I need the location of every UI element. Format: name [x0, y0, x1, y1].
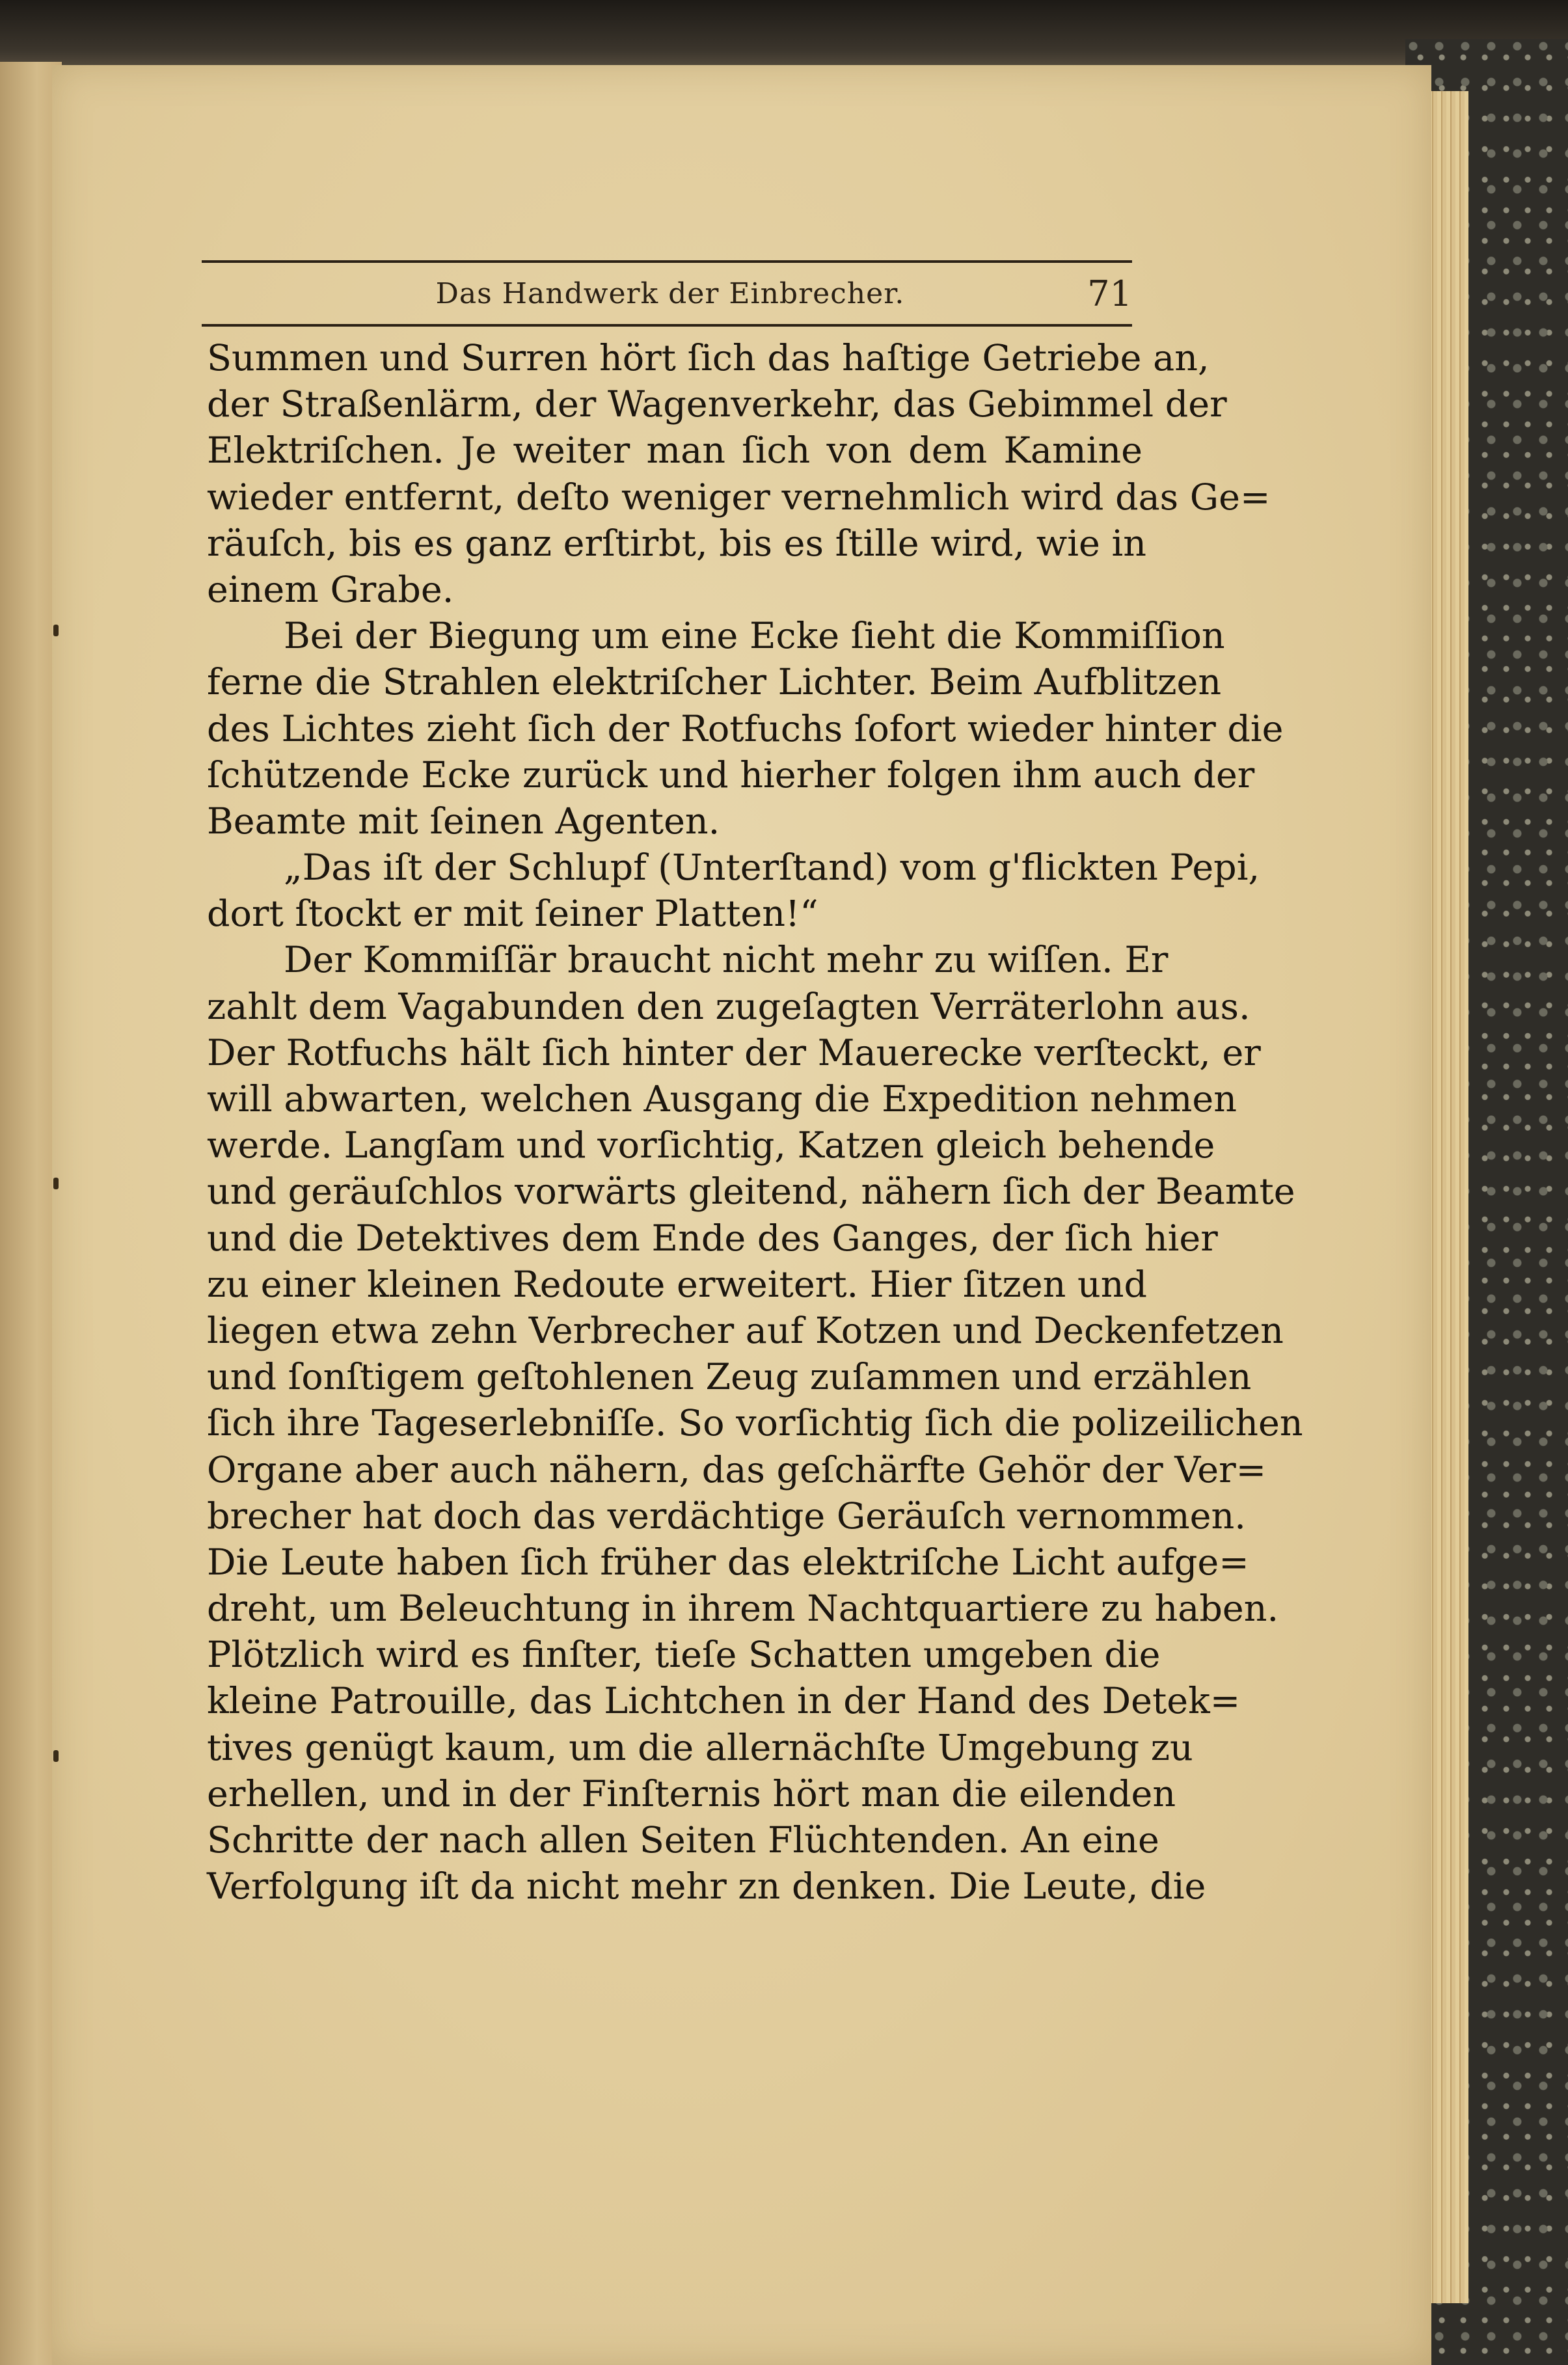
text-line: brecher hat doch das verdächtige Geräuſch vernommen.: [207, 1494, 1246, 1537]
cover-top-edge: [0, 0, 1568, 72]
running-title: Das Handwerk der Einbrecher.: [435, 277, 905, 310]
text-line: Summen und Surren hört ſich das haſtige Getriebe an,: [207, 337, 1210, 379]
text-line: Organe aber auch nähern, das geſchärfte Gehör der Ver=: [207, 1448, 1267, 1491]
text-line: und geräuſchlos vorwärts gleitend, nähern ſich der Beamte: [207, 1170, 1295, 1213]
text-line: Plötzlich wird es finſter, tieſe Schatten umgeben die: [207, 1634, 1161, 1677]
text-line: Elektriſchen. Je weiter man ſich von dem Kamine: [207, 429, 1142, 472]
text-line: will abwarten, welchen Ausgang die Expedition nehmen: [207, 1078, 1237, 1120]
running-header: [202, 260, 1132, 327]
text-line: zu einer kleinen Redoute erweitert. Hier ſitzen und: [207, 1263, 1148, 1306]
text-line: dreht, um Beleuchtung in ihrem Nachtquartiere zu haben.: [207, 1588, 1279, 1630]
text-line: Beamte mit ſeinen Agenten.: [207, 800, 720, 843]
binding-thread-mark: [53, 625, 59, 636]
text-line: wieder entfernt, deſto weniger vernehmlich wird das Ge=: [207, 476, 1271, 519]
text-line: dort ſtockt er mit ſeiner Platten!“: [207, 893, 818, 936]
text-line: ferne die Strahlen elektriſcher Lichter. Beim Aufblitzen: [207, 661, 1222, 704]
text-line: Schritte der nach allen Seiten Flüchtenden. An eine: [207, 1819, 1159, 1861]
text-line: der Straßenlärm, der Wagenverkehr, das Gebimmel der: [207, 383, 1227, 426]
text-line: einem Grabe.: [207, 568, 454, 611]
text-line: Bei der Biegung um eine Ecke ſieht die Kommiſſion: [284, 615, 1225, 658]
binding-thread-mark: [53, 1178, 59, 1189]
text-line: „Das iſt der Schlupf (Unterſtand) vom g'flickten Pepi,: [284, 846, 1260, 889]
text-line: Verfolgung iſt da nicht mehr zn denken. Die Leute, die: [207, 1865, 1206, 1908]
body-text: [207, 335, 1303, 1910]
text-line: kleine Patrouille, das Lichtchen in der Hand des Detek=: [207, 1680, 1241, 1723]
text-line: werde. Langſam und vorſichtig, Katzen gleich behende: [207, 1124, 1215, 1167]
text-line: Der Kommiſſär braucht nicht mehr zu wiſſen. Er: [284, 939, 1169, 982]
text-line: zahlt dem Vagabunden den zugeſagten Verräterlohn aus.: [207, 985, 1250, 1028]
text-line: tives genügt kaum, um die allernächſte Umgebung zu: [207, 1726, 1193, 1769]
text-line: liegen etwa zehn Verbrecher auf Kotzen und Deckenfetzen: [207, 1309, 1284, 1352]
text-line: ſchützende Ecke zurück und hierher folgen ihm auch der: [207, 753, 1255, 796]
text-line: und ſonſtigem geſtohlenen Zeug zuſammen und erzählen: [207, 1356, 1252, 1399]
page-number: 71: [1087, 273, 1132, 314]
text-line: erhellen, und in der Finſternis hört man die eilenden: [207, 1772, 1176, 1815]
text-line: ſich ihre Tageserlebniſſe. So vorſichtig ſich die polizeilichen: [207, 1402, 1303, 1445]
binding-thread-mark: [53, 1750, 59, 1762]
text-line: räuſch, bis es ganz erſtirbt, bis es ſtille wird, wie in: [207, 522, 1147, 565]
text-line: Die Leute haben ſich früher das elektriſche Licht aufge=: [207, 1541, 1249, 1584]
text-line: Der Rotfuchs hält ſich hinter der Mauerecke verſteckt, er: [207, 1031, 1261, 1074]
text-line: des Lichtes zieht ſich der Rotfuchs ſofort wieder hinter die: [207, 707, 1284, 750]
text-line: und die Detektives dem Ende des Ganges, der ſich hier: [207, 1217, 1218, 1260]
